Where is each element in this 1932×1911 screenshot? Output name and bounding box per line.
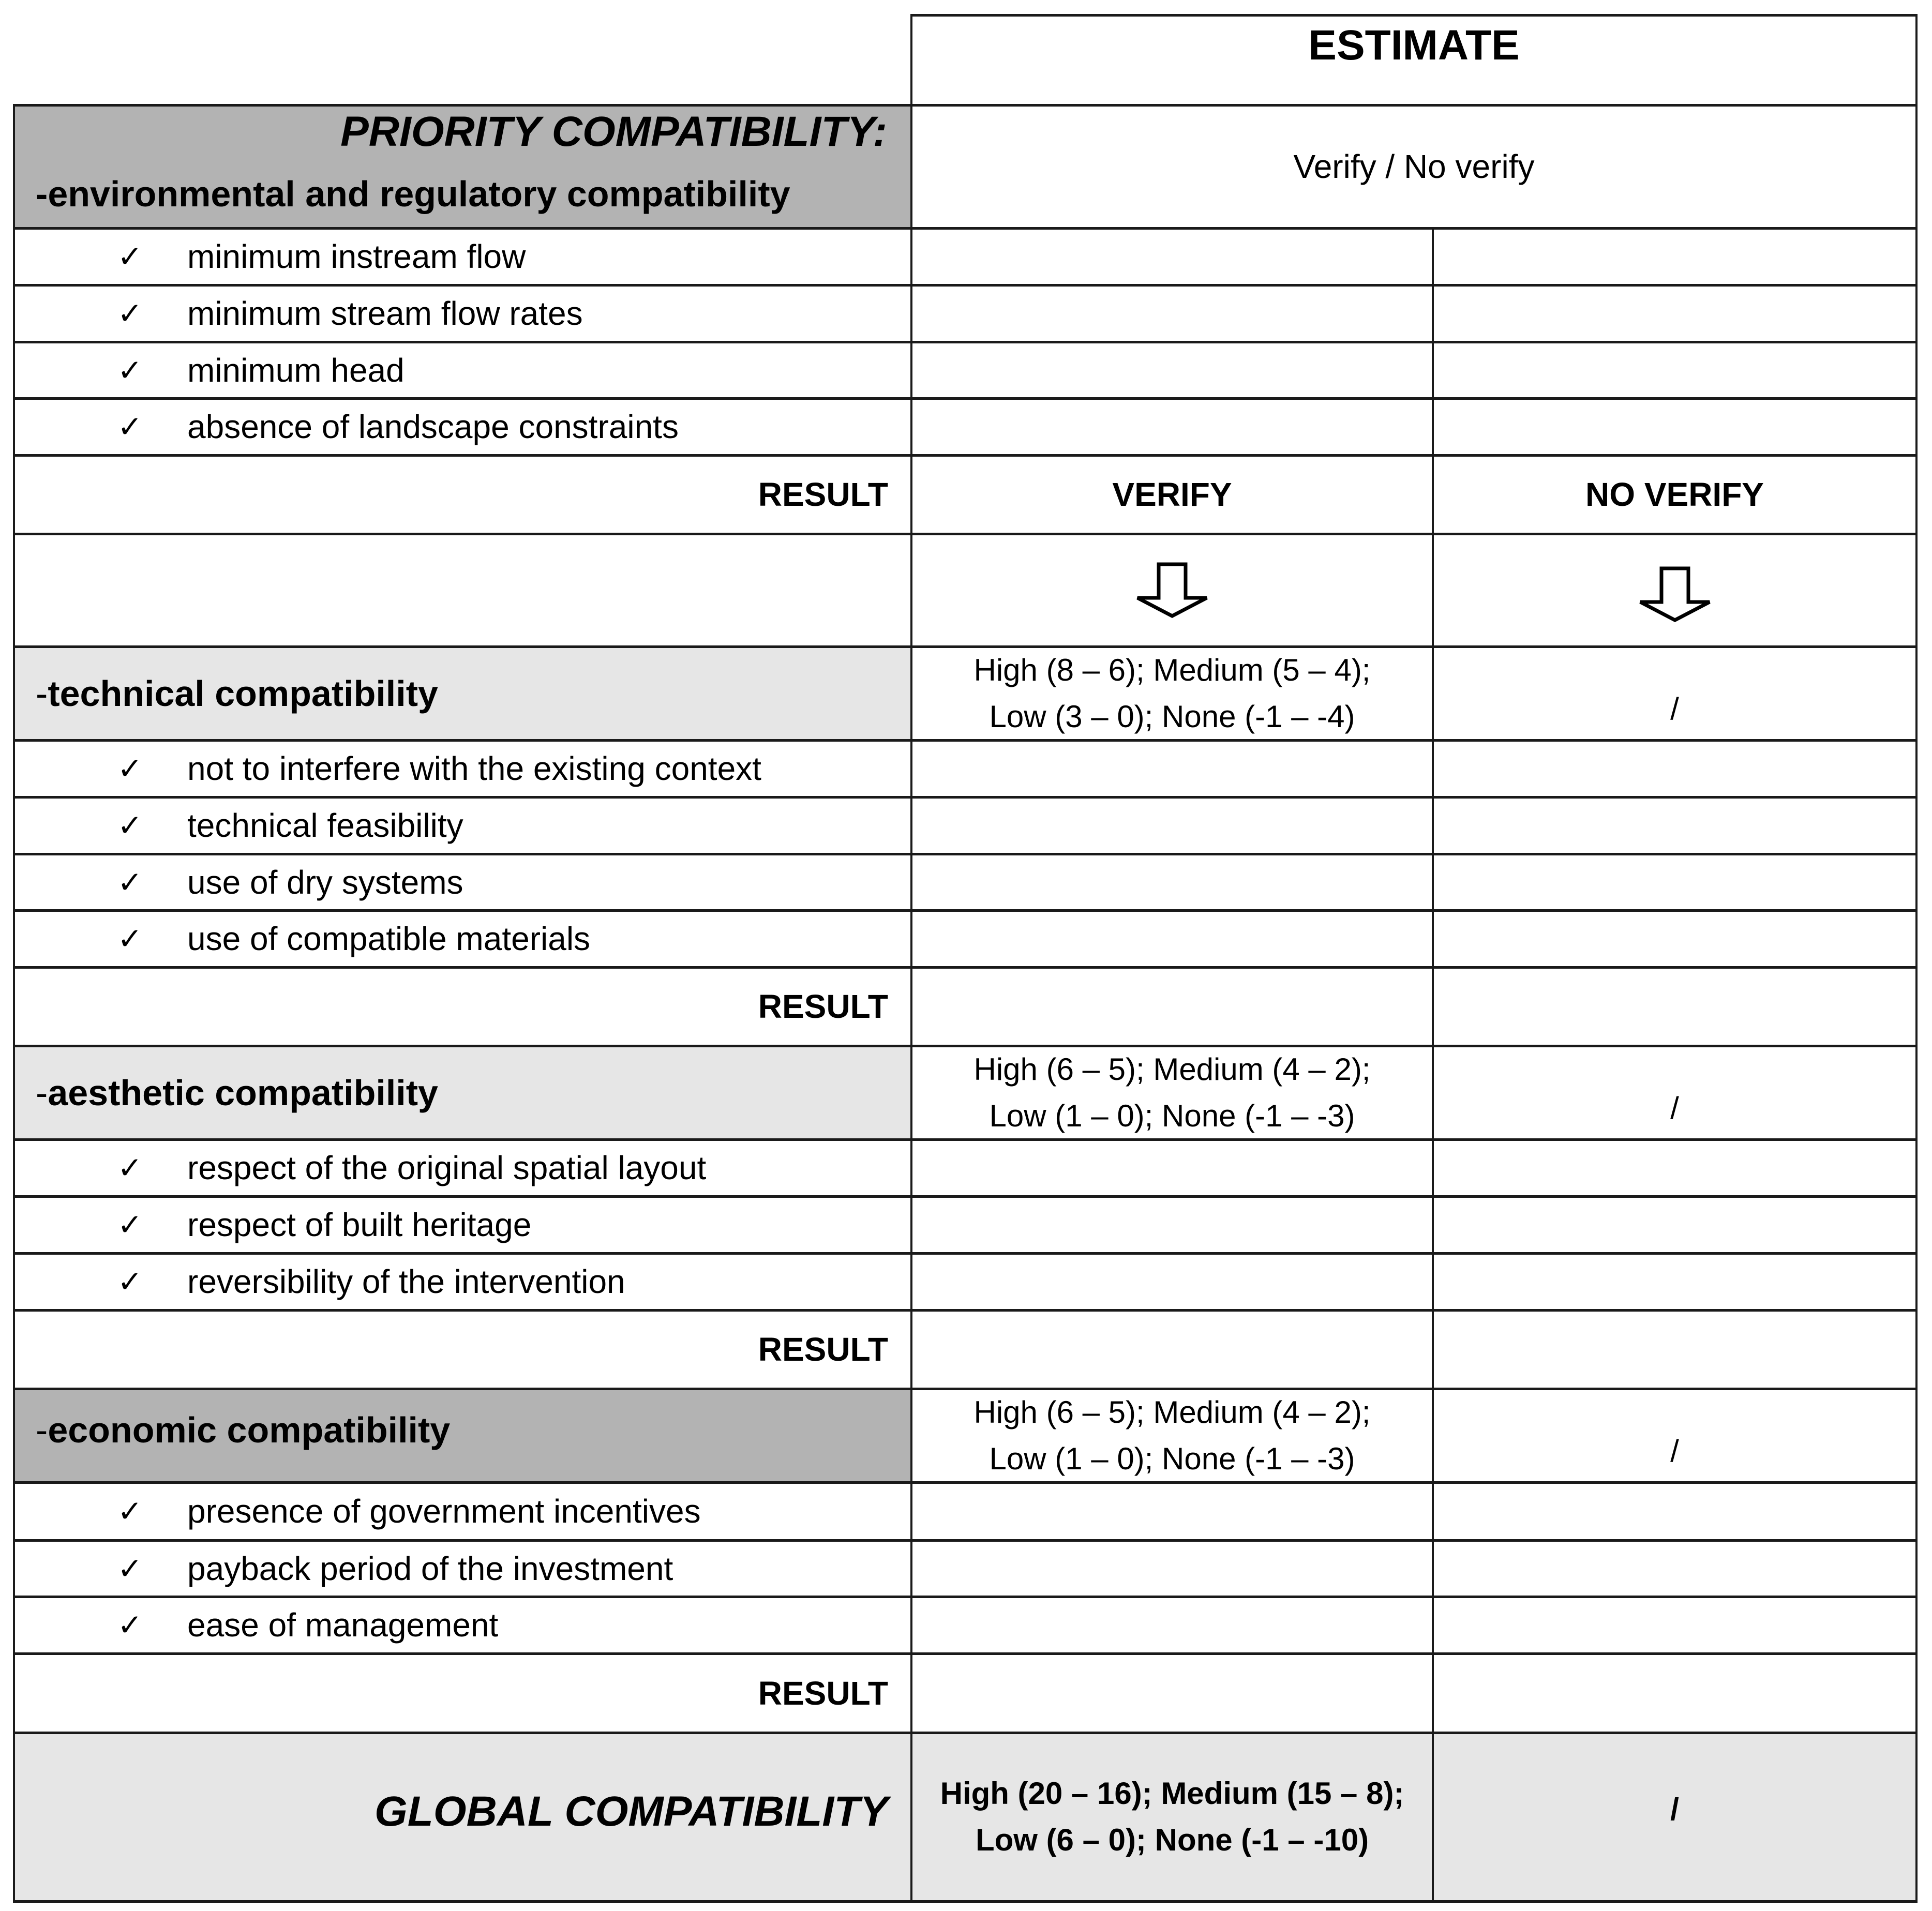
list-item: ✓ use of dry systems <box>117 863 463 901</box>
checkmark-icon: ✓ <box>117 240 143 274</box>
grid-line <box>13 1596 1918 1598</box>
checkmark-icon: ✓ <box>117 1495 143 1528</box>
grid-line <box>13 909 1918 912</box>
grid-line <box>13 1652 1918 1655</box>
list-item: ✓ presence of government incentives <box>117 1493 701 1530</box>
checkmark-icon: ✓ <box>117 410 143 444</box>
grid-line <box>910 14 912 1903</box>
global-no-verify-value: / <box>1670 1792 1679 1827</box>
economic-scale: High (6 – 5); Medium (4 – 2); Low (1 – 0); None (-1 – -3) <box>974 1394 1371 1476</box>
list-item: ✓ use of compatible materials <box>117 920 591 957</box>
no-verify-header: NO VERIFY <box>1585 476 1764 513</box>
group-title-aesthetic: - aesthetic compatibility <box>36 1072 438 1113</box>
grid-line <box>13 454 1918 457</box>
aesthetic-scale: High (6 – 5); Medium (4 – 2); Low (1 – 0); None (-1 – -3) <box>974 1051 1371 1133</box>
grid-line <box>13 1309 1918 1312</box>
arrow-cell-verify <box>911 534 1433 646</box>
grid-line <box>13 227 1918 230</box>
checkmark-icon: ✓ <box>117 1151 143 1185</box>
checkmark-icon: ✓ <box>117 809 143 842</box>
result-label-economic: RESULT <box>758 1674 888 1712</box>
result-label-aesthetic: RESULT <box>758 1331 888 1368</box>
list-item: ✓ technical feasibility <box>117 807 463 844</box>
economic-no-verify-value: / <box>1670 1434 1679 1468</box>
dash: - <box>36 174 48 214</box>
grid-line <box>13 533 1918 535</box>
checkmark-icon: ✓ <box>117 353 143 387</box>
grid-line <box>13 645 1918 648</box>
grid-line <box>13 796 1918 799</box>
grid-line <box>13 104 1918 107</box>
checkmark-icon: ✓ <box>117 1208 143 1242</box>
grid-line <box>13 739 1918 742</box>
grid-line <box>13 1900 1918 1903</box>
verify-header: VERIFY <box>1112 476 1232 513</box>
estimate-label: ESTIMATE <box>1308 22 1520 69</box>
priority-compatibility-title: PRIORITY COMPATIBILITY: <box>340 108 887 155</box>
global-compatibility-title: GLOBAL COMPATIBILITY <box>374 1788 888 1835</box>
list-item: ✓ not to interfere with the existing context <box>117 750 761 787</box>
grid-line <box>13 853 1918 855</box>
list-item: ✓ absence of landscape constraints <box>117 408 679 445</box>
grid-line <box>911 14 1918 17</box>
grid-line <box>13 1252 1918 1255</box>
technical-no-verify-value: / <box>1670 691 1679 726</box>
grid-line <box>13 1388 1918 1390</box>
grid-line <box>13 1732 1918 1734</box>
list-item: ✓ ease of management <box>117 1606 499 1644</box>
checkmark-icon: ✓ <box>117 1265 143 1299</box>
down-arrow-icon <box>1133 562 1211 619</box>
aesthetic-no-verify-value: / <box>1670 1091 1679 1125</box>
checkmark-icon: ✓ <box>117 865 143 899</box>
down-arrow-icon <box>1636 566 1714 623</box>
grid-line <box>13 1045 1918 1047</box>
group-title-environmental: - environmental and regulatory compatibility <box>36 174 790 214</box>
list-item: ✓ respect of the original spatial layout <box>117 1149 707 1186</box>
arrow-cell-no-verify <box>1433 534 1916 646</box>
result-label-environmental: RESULT <box>758 476 888 513</box>
global-scale: High (20 – 16); Medium (15 – 8); Low (6 – 0); None (-1 – -10) <box>940 1776 1404 1857</box>
group-title-technical: - technical compatibility <box>36 673 438 714</box>
grid-line <box>13 104 15 1903</box>
list-item: ✓ reversibility of the intervention <box>117 1263 625 1300</box>
grid-line <box>13 966 1918 969</box>
technical-scale: High (8 – 6); Medium (5 – 4); Low (3 – 0); None (-1 – -4) <box>974 652 1371 734</box>
checkmark-icon: ✓ <box>117 922 143 956</box>
verify-no-verify-cell: Verify / No verify <box>1293 148 1535 185</box>
grid-line <box>13 1539 1918 1542</box>
grid-line <box>1915 14 1918 1903</box>
checkmark-icon: ✓ <box>117 752 143 786</box>
checkmark-icon: ✓ <box>117 1608 143 1642</box>
list-item: ✓ respect of built heritage <box>117 1206 532 1243</box>
grid-line <box>13 1195 1918 1198</box>
list-item: ✓ minimum stream flow rates <box>117 295 583 332</box>
result-label-technical: RESULT <box>758 988 888 1025</box>
checkmark-icon: ✓ <box>117 297 143 330</box>
grid-line <box>13 397 1918 400</box>
grid-line <box>13 284 1918 287</box>
group-title-economic: - economic compatibility <box>36 1410 451 1450</box>
grid-line <box>13 1481 1918 1484</box>
list-item: ✓ minimum instream flow <box>117 238 526 275</box>
grid-line <box>13 341 1918 343</box>
list-item: ✓ minimum head <box>117 351 405 389</box>
grid-line <box>13 1138 1918 1141</box>
list-item: ✓ payback period of the investment <box>117 1549 673 1587</box>
grid-line <box>1432 227 1434 1903</box>
checkmark-icon: ✓ <box>117 1552 143 1586</box>
estimate-header <box>911 14 1916 77</box>
